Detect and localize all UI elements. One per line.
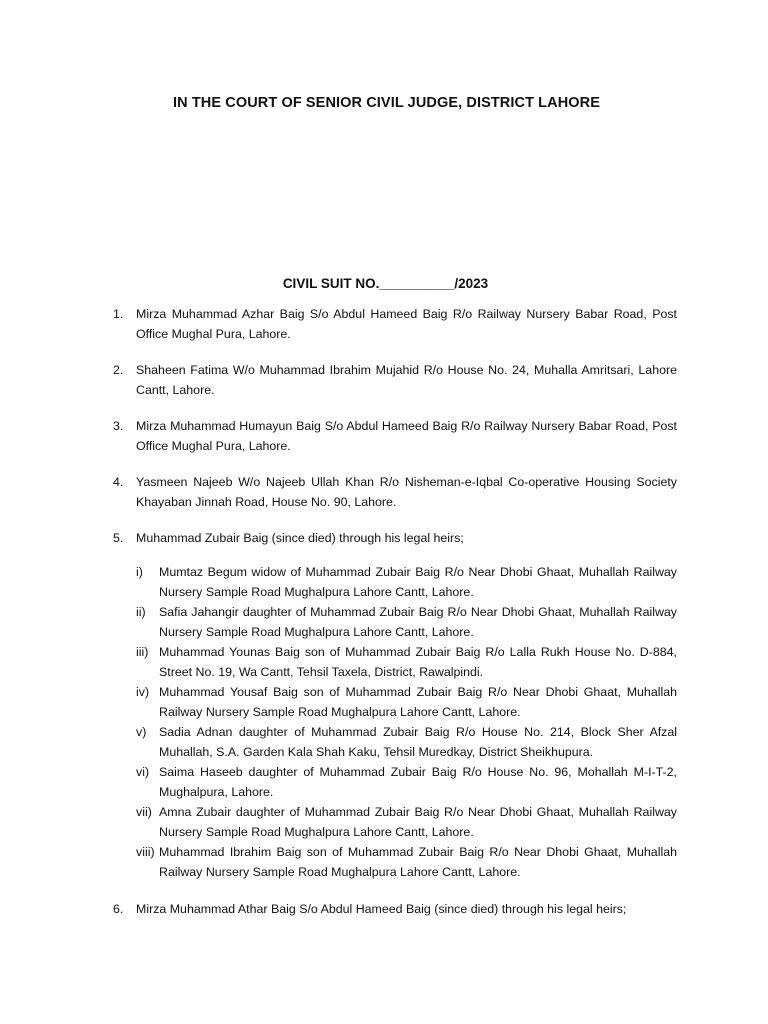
- party-text: Mirza Muhammad Humayun Baig S/o Abdul Hameed Baig R/o Railway Nursery Babar Road, Post Office Mughal Pura, Lahore.: [136, 419, 677, 453]
- party-item: [113, 360, 677, 400]
- legal-heirs-list: [136, 562, 677, 882]
- heir-number: v): [136, 725, 147, 739]
- heir-text: Muhammad Ibrahim Baig son of Muhammad Zubair Baig R/o Near Dhobi Ghaat, Muhallah Railway Nursery Sample Road Mughalpura Lahore Cantt, Lahore.: [159, 845, 677, 879]
- heir-item: [136, 842, 677, 882]
- party-number: 1.: [113, 307, 124, 321]
- heir-text: Muhammad Yousaf Baig son of Muhammad Zubair Baig R/o Near Dhobi Ghaat, Muhallah Railway Nursery Sample Road Mughalpura Lahore Cantt, Lahore.: [159, 685, 677, 719]
- party-item: [113, 528, 677, 882]
- party-text: Yasmeen Najeeb W/o Najeeb Ullah Khan R/o Nisheman-e-Iqbal Co-operative Housing Society Khayaban Jinnah Road, House No. 90, Lahore.: [136, 475, 677, 509]
- party-item: [113, 304, 677, 344]
- heir-text: Mumtaz Begum widow of Muhammad Zubair Baig R/o Near Dhobi Ghaat, Muhallah Railway Nursery Sample Road Mughalpura Lahore Cantt, Lahore.: [159, 565, 677, 599]
- party-text: Shaheen Fatima W/o Muhammad Ibrahim Mujahid R/o House No. 24, Muhalla Amritsari, Lahore Cantt, Lahore.: [136, 363, 677, 397]
- heir-number: viii): [136, 845, 155, 859]
- heir-number: vi): [136, 765, 150, 779]
- party-text: Muhammad Zubair Baig (since died) through his legal heirs;: [136, 531, 464, 545]
- parties-list: [113, 304, 677, 935]
- heir-item: [136, 802, 677, 842]
- heir-item: [136, 722, 677, 762]
- heir-item: [136, 602, 677, 642]
- party-text: Mirza Muhammad Azhar Baig S/o Abdul Hameed Baig R/o Railway Nursery Babar Road, Post Office Mughal Pura, Lahore.: [136, 307, 677, 341]
- party-item: [113, 899, 677, 919]
- party-number: 6.: [113, 902, 124, 916]
- heir-text: Safia Jahangir daughter of Muhammad Zubair Baig R/o Near Dhobi Ghaat, Muhallah Railway Nursery Sample Road Mughalpura Lahore Cantt, Lahore.: [159, 605, 677, 639]
- heir-text: Amna Zubair daughter of Muhammad Zubair Baig R/o Near Dhobi Ghaat, Muhallah Railway Nursery Sample Road Mughalpura Lahore Cantt, Lahore.: [159, 805, 677, 839]
- party-item: [113, 472, 677, 512]
- heir-number: iv): [136, 685, 150, 699]
- court-title: IN THE COURT OF SENIOR CIVIL JUDGE, DISTRICT LAHORE: [173, 95, 600, 111]
- heir-number: iii): [136, 645, 149, 659]
- heir-item: [136, 762, 677, 802]
- heir-item: [136, 682, 677, 722]
- party-text: Mirza Muhammad Athar Baig S/o Abdul Hameed Baig (since died) through his legal heirs;: [136, 902, 627, 916]
- heir-number: i): [136, 565, 143, 579]
- heir-text: Sadia Adnan daughter of Muhammad Zubair Baig R/o House No. 214, Block Sher Afzal Muhallah, S.A. Garden Kala Shah Kaku, Tehsil Muredkay, District Sheikhupura.: [159, 725, 677, 759]
- party-number: 3.: [113, 419, 124, 433]
- heir-item: [136, 642, 677, 682]
- party-number: 2.: [113, 363, 124, 377]
- heir-number: vii): [136, 805, 152, 819]
- heir-item: [136, 562, 677, 602]
- heir-number: ii): [136, 605, 146, 619]
- party-number: 5.: [113, 531, 124, 545]
- party-item: [113, 416, 677, 456]
- civil-suit-number: CIVIL SUIT NO.__________/2023: [282, 276, 489, 291]
- heir-text: Saima Haseeb daughter of Muhammad Zubair Baig R/o House No. 96, Mohallah M-I-T-2, Mughalpura, Lahore.: [159, 765, 677, 799]
- heir-text: Muhammad Younas Baig son of Muhammad Zubair Baig R/o Lalla Rukh House No. D-884, Street No. 19, Wa Cantt, Tehsil Taxela, District, Rawalpindi.: [159, 645, 677, 679]
- party-number: 4.: [113, 475, 124, 489]
